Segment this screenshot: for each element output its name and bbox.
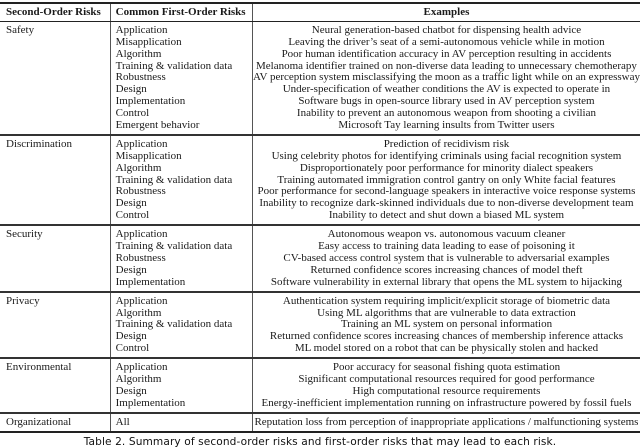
example-item: Returned confidence scores increasing chances of membership inference attacks	[269, 330, 623, 343]
first-order-risk-item: Misapplication	[115, 35, 182, 48]
first-order-risk-item: Training & validation data	[115, 173, 233, 186]
example-item: Poor accuracy for seasonal fishing quota estimation	[332, 361, 561, 374]
first-order-risk-item: Application	[115, 228, 168, 241]
table-row-security	[0, 225, 640, 291]
first-order-risk-item: Design	[115, 263, 147, 276]
example-item: CV-based access control system that is vulnerable to adversarial examples	[283, 251, 610, 264]
first-order-risks-cell	[110, 358, 252, 413]
first-order-risk-item: Design	[115, 384, 147, 397]
example-item: Microsoft Tay learning insults from Twitter users	[338, 119, 555, 132]
first-order-risk-item: Emergent behavior	[115, 119, 200, 132]
table-row-environmental	[0, 358, 640, 413]
example-item: Software bugs in open-source library used in AV perception system	[298, 95, 595, 108]
table-row-safety	[0, 21, 640, 135]
example-item: Using ML algorithms that are vulnerable to data extraction	[317, 306, 576, 319]
second-order-risk-cell	[0, 21, 110, 135]
example-item: Poor performance for second-language speakers in interactive voice response systems	[257, 185, 636, 198]
examples-cell	[252, 135, 640, 225]
first-order-risk-item: Algorithm	[115, 161, 162, 174]
first-order-risk-item: Control	[115, 342, 150, 355]
table-caption: Table 2. Summary of second-order risks and first-order risks that may lead to each risk.	[83, 435, 557, 448]
first-order-risks-cell	[110, 21, 252, 135]
second-order-risk-cell	[0, 135, 110, 225]
example-item: Using celebrity photos for identifying criminals using facial recognition system	[271, 149, 622, 162]
example-item: Returned confidence scores increasing chances of model theft	[310, 263, 583, 276]
second-order-risk-label: Security	[6, 228, 43, 241]
first-order-risk-item: Algorithm	[115, 372, 162, 385]
example-item: Easy access to training data leading to ease of poisoning it	[318, 240, 575, 253]
table-row-privacy	[0, 292, 640, 358]
example-item: Prediction of recidivism risk	[383, 137, 510, 150]
example-item: AV perception system misclassifying the moon as a traffic light while on an expressway	[252, 71, 640, 84]
second-order-risk-label: Safety	[6, 23, 35, 36]
examples-cell	[252, 413, 640, 432]
table-row-organizational	[0, 413, 640, 432]
first-order-risk-item: Training & validation data	[115, 318, 233, 331]
table-header-row	[0, 3, 640, 21]
examples-cell	[252, 21, 640, 135]
example-item: Melanoma identifier trained on non-diverse data leading to unnecessary chemotherapy	[256, 59, 637, 72]
example-item: Neural generation-based chatbot for dispensing health advice	[311, 23, 582, 36]
first-order-risk-item: Misapplication	[115, 149, 182, 162]
first-order-risk-item: Robustness	[115, 251, 166, 264]
header-first-order-risks: Common First-Order Risks	[110, 3, 252, 21]
header-examples: Examples	[252, 3, 640, 21]
table-body	[0, 21, 640, 431]
first-order-risk-item: Design	[115, 197, 147, 210]
header-second-order-risks: Second-Order Risks	[0, 3, 110, 21]
example-item: Disproportionately poor performance for minority dialect speakers	[299, 161, 594, 174]
first-order-risks-cell	[110, 292, 252, 358]
example-item: Energy-inefficient implementation running on infrastructure powered by fossil fuels	[261, 396, 632, 409]
first-order-risk-item: Training & validation data	[115, 240, 233, 253]
first-order-risks-cell	[110, 135, 252, 225]
first-order-risks-cell	[110, 225, 252, 291]
example-item: Reputation loss from perception of inappropriate applications / malfunctioning systems	[254, 415, 639, 428]
example-item: High computational resource requirements	[352, 384, 541, 397]
first-order-risk-item: Algorithm	[115, 47, 162, 60]
examples-cell	[252, 358, 640, 413]
example-item: Inability to detect and shut down a biased ML system	[328, 209, 565, 222]
second-order-risk-cell	[0, 225, 110, 291]
first-order-risk-item: Application	[115, 361, 168, 374]
example-item: Leaving the driver’s seat of a semi-autonomous vehicle while in motion	[288, 35, 605, 48]
second-order-risk-label: Discrimination	[6, 137, 72, 150]
first-order-risk-item: Implementation	[115, 396, 186, 409]
second-order-risk-label: Environmental	[6, 361, 72, 374]
examples-cell	[252, 292, 640, 358]
example-item: Authentication system requiring implicit/explicit storage of biometric data	[282, 294, 611, 307]
first-order-risk-item: Application	[115, 23, 168, 36]
first-order-risk-item: Design	[115, 330, 147, 343]
example-item: Training an ML system on personal information	[340, 318, 553, 331]
example-item: Software vulnerability in external library that opens the ML system to hijacking	[270, 275, 623, 288]
second-order-risk-label: Organizational	[6, 415, 72, 428]
example-item: Autonomous weapon vs. autonomous vacuum cleaner	[327, 228, 566, 241]
example-item: Significant computational resources required for good performance	[298, 372, 595, 385]
table-row-discrimination	[0, 135, 640, 225]
examples-cell	[252, 225, 640, 291]
example-item: ML model stored on a robot that can be physically stolen and hacked	[294, 342, 599, 355]
example-item: Inability to prevent an autonomous weapon from shooting a civilian	[296, 107, 596, 120]
first-order-risk-item: Implementation	[115, 95, 186, 108]
example-item: Training automated immigration control gantry on only White facial features	[277, 173, 616, 186]
first-order-risk-item: Control	[115, 209, 150, 222]
risk-summary-table	[0, 2, 640, 433]
first-order-risk-item: Robustness	[115, 185, 166, 198]
first-order-risk-item: Control	[115, 107, 150, 120]
first-order-risk-item: Algorithm	[115, 306, 162, 319]
first-order-risk-item: Application	[115, 137, 168, 150]
example-item: Inability to recognize dark-skinned individuals due to non-diverse development team	[259, 197, 634, 210]
first-order-risk-item: Robustness	[115, 71, 166, 84]
second-order-risk-cell	[0, 292, 110, 358]
first-order-risk-item: Application	[115, 294, 168, 307]
second-order-risk-label: Privacy	[6, 294, 40, 307]
first-order-risk-item: Training & validation data	[115, 59, 233, 72]
first-order-risks-cell	[110, 413, 252, 432]
second-order-risk-cell	[0, 358, 110, 413]
first-order-risk-item: Implementation	[115, 275, 186, 288]
first-order-risk-item: Design	[115, 83, 147, 96]
example-item: Under-specification of weather conditions the AV is expected to operate in	[282, 83, 611, 96]
example-item: Poor human identification accuracy in AV perception resulting in accidents	[281, 47, 612, 60]
first-order-risk-item: All	[115, 415, 130, 428]
second-order-risk-cell	[0, 413, 110, 432]
